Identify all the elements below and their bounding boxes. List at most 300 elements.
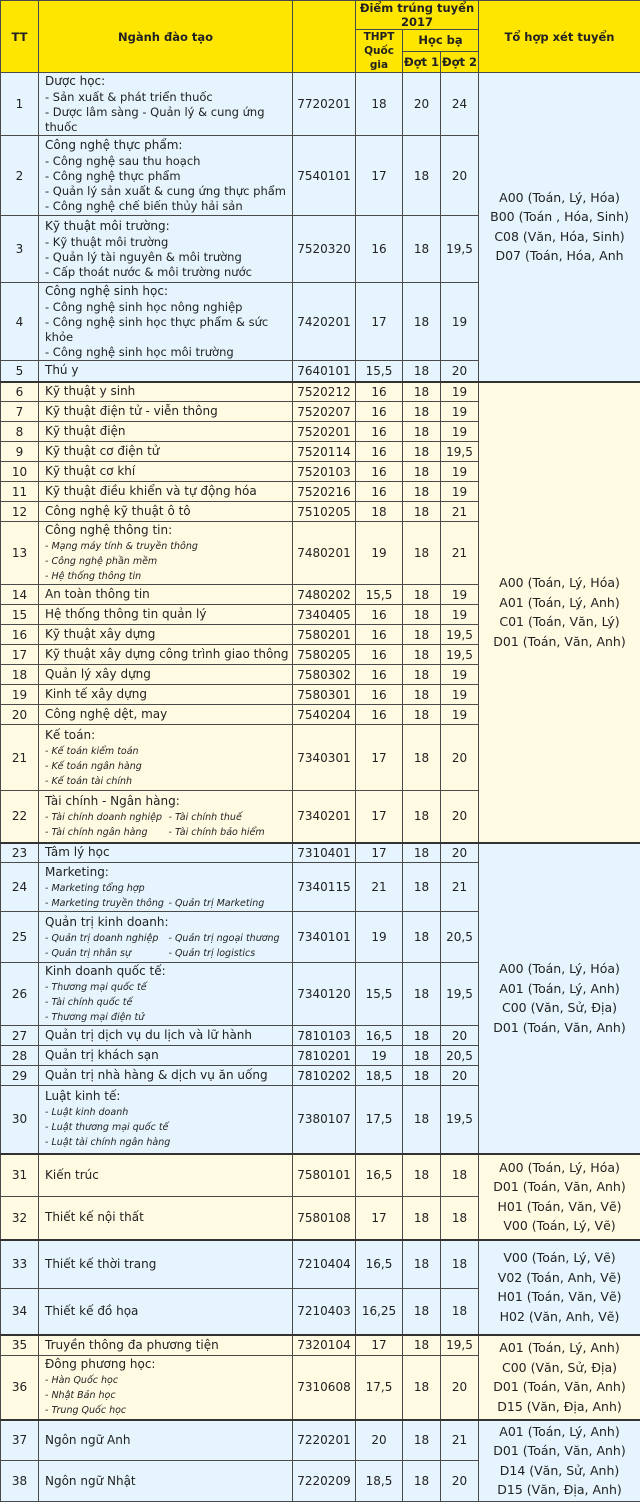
major-sub: - Thương mại quốc tế [45, 980, 292, 995]
major-sub: - Quản lý tài nguyên & môi trường [45, 250, 292, 265]
major-sub: - Quản trị doanh nghiệp [45, 931, 169, 946]
major-sub: - Tài chính thuế [169, 810, 293, 825]
major-sub: - Trung Quốc học [45, 1403, 292, 1418]
score-dot2: 20 [441, 1461, 479, 1502]
major-cell [39, 665, 293, 685]
score-dot1: 18 [403, 1026, 441, 1046]
major-code: 7380107 [293, 1086, 356, 1154]
score-dot2: 20,5 [441, 1046, 479, 1066]
score-dot2: 19 [441, 585, 479, 605]
score-dot1: 18 [403, 665, 441, 685]
major-title: Marketing: [45, 864, 292, 881]
major-code: 7420201 [293, 283, 356, 361]
row-tt: 13 [1, 522, 39, 585]
row-tt: 17 [1, 645, 39, 665]
score-dot1: 18 [403, 1461, 441, 1502]
score-dot2: 19,5 [441, 216, 479, 283]
score-dot2: 21 [441, 522, 479, 585]
score-dot1: 18 [403, 361, 441, 382]
row-tt: 16 [1, 625, 39, 645]
score-dot2: 19,5 [441, 625, 479, 645]
score-dot2: 19,5 [441, 442, 479, 462]
score-thpt: 15,5 [356, 585, 403, 605]
major-code: 7720201 [293, 73, 356, 136]
combo-item: D01 (Toán, Văn, Anh) [479, 632, 640, 652]
major-sub: - Quản trị Marketing [169, 896, 293, 911]
major-title: Hệ thống thông tin quản lý [45, 606, 292, 623]
table-header [1, 1, 640, 73]
major-cell [39, 605, 293, 625]
major-sub-pair [45, 881, 292, 896]
header-thpt: THPT Quốc gia [356, 30, 403, 73]
major-code: 7810202 [293, 1066, 356, 1086]
major-cell [39, 1461, 293, 1502]
score-dot2: 19,5 [441, 963, 479, 1026]
major-sub: - Hàn Quốc học [45, 1373, 292, 1388]
row-tt: 14 [1, 585, 39, 605]
major-sub: - Công nghệ sinh học nông nghiệp [45, 300, 292, 315]
score-dot1: 18 [403, 422, 441, 442]
major-code: 7310401 [293, 843, 356, 863]
score-thpt: 18,5 [356, 1066, 403, 1086]
row-tt: 2 [1, 136, 39, 216]
score-dot2: 19 [441, 283, 479, 361]
major-cell [39, 482, 293, 502]
combo-item: V00 (Toán, Lý, Vẽ) [479, 1216, 640, 1236]
table-row [1, 73, 640, 136]
major-cell [39, 1066, 293, 1086]
row-tt: 3 [1, 216, 39, 283]
score-thpt: 17 [356, 843, 403, 863]
score-dot2: 21 [441, 863, 479, 912]
major-code: 7640101 [293, 361, 356, 382]
score-dot2: 20,5 [441, 912, 479, 963]
major-sub: - Tài chính bảo hiểm [169, 825, 293, 840]
combo-item: A01 (Toán, Lý, Anh) [479, 979, 640, 999]
major-sub: - Quản trị ngoại thương [169, 931, 293, 946]
combo-cell [479, 382, 640, 843]
major-title: Quản trị dịch vụ du lịch và lữ hành [45, 1027, 292, 1044]
row-tt: 24 [1, 863, 39, 912]
major-cell [39, 912, 293, 963]
score-dot1: 18 [403, 1240, 441, 1289]
major-title: Kế toán: [45, 727, 292, 744]
major-cell [39, 216, 293, 283]
score-dot2: 19 [441, 605, 479, 625]
score-dot2: 19 [441, 482, 479, 502]
major-cell [39, 685, 293, 705]
major-sub: - Công nghệ thực phẩm [45, 169, 292, 184]
score-dot2: 20 [441, 725, 479, 791]
major-title: Ngôn ngữ Nhật [45, 1473, 292, 1490]
row-tt: 12 [1, 502, 39, 522]
combo-item: A00 (Toán, Lý, Hóa) [479, 959, 640, 979]
score-dot1: 18 [403, 462, 441, 482]
score-dot2: 19 [441, 705, 479, 725]
score-dot1: 18 [403, 1420, 441, 1461]
major-cell [39, 791, 293, 843]
score-dot1: 18 [403, 482, 441, 502]
combo-item: A00 (Toán, Lý, Hóa) [479, 1158, 640, 1178]
header-tt: TT [1, 1, 39, 73]
combo-item: D07 (Toán, Hóa, Anh [479, 246, 640, 266]
major-title: Thú y [45, 362, 292, 379]
major-cell [39, 843, 293, 863]
score-dot2: 21 [441, 1420, 479, 1461]
major-title: Công nghệ dệt, may [45, 706, 292, 723]
score-dot2: 19,5 [441, 645, 479, 665]
score-dot2: 24 [441, 73, 479, 136]
combo-cell [479, 1420, 640, 1502]
score-dot1: 18 [403, 963, 441, 1026]
major-sub: - Luật thương mại quốc tế [45, 1120, 292, 1135]
major-sub: - Hệ thống thông tin [45, 569, 292, 584]
score-dot2: 20 [441, 361, 479, 382]
score-thpt: 16,25 [356, 1289, 403, 1335]
score-dot1: 18 [403, 1356, 441, 1420]
score-thpt: 19 [356, 1046, 403, 1066]
combo-item: C00 (Văn, Sử, Địa) [479, 998, 640, 1018]
major-sub: - Kỹ thuật môi trường [45, 235, 292, 250]
major-sub: - Mạng máy tính & truyền thông [45, 539, 292, 554]
major-title: Kỹ thuật điều khiển và tự động hóa [45, 483, 292, 500]
major-title: Tâm lý học [45, 844, 292, 861]
score-thpt: 16 [356, 216, 403, 283]
major-title: Kỹ thuật xây dựng [45, 626, 292, 643]
major-sub: - Công nghệ chế biến thủy hải sản [45, 199, 292, 214]
combo-item: A01 (Toán, Lý, Anh) [479, 1422, 640, 1442]
major-sub: - Tài chính quốc tế [45, 995, 292, 1010]
major-code: 7480201 [293, 522, 356, 585]
major-title: Công nghệ thông tin: [45, 522, 292, 539]
major-cell [39, 1086, 293, 1154]
score-thpt: 17 [356, 1197, 403, 1240]
major-code: 7480202 [293, 585, 356, 605]
row-tt: 18 [1, 665, 39, 685]
score-thpt: 15,5 [356, 361, 403, 382]
header-diem: Điểm trúng tuyển 2017 [356, 1, 479, 30]
major-title: Kỹ thuật điện tử - viễn thông [45, 403, 292, 420]
major-sub: - Tài chính doanh nghiệp [45, 810, 169, 825]
score-thpt: 16 [356, 422, 403, 442]
major-sub: - Quản trị nhân sự [45, 946, 169, 961]
score-thpt: 18 [356, 73, 403, 136]
score-dot1: 18 [403, 791, 441, 843]
major-cell [39, 442, 293, 462]
major-cell [39, 1289, 293, 1335]
row-tt: 22 [1, 791, 39, 843]
score-thpt: 17 [356, 725, 403, 791]
major-cell [39, 625, 293, 645]
row-tt: 9 [1, 442, 39, 462]
major-code: 7310608 [293, 1356, 356, 1420]
score-dot1: 18 [403, 585, 441, 605]
major-title: An toàn thông tin [45, 586, 292, 603]
major-code: 7520207 [293, 402, 356, 422]
score-dot1: 18 [403, 1335, 441, 1356]
score-thpt: 20 [356, 1420, 403, 1461]
major-cell [39, 645, 293, 665]
score-dot2: 20 [441, 1026, 479, 1046]
major-sub-pair [45, 946, 292, 961]
major-sub: - Kế toán ngân hàng [45, 759, 292, 774]
score-thpt: 16 [356, 462, 403, 482]
major-title: Quản trị kinh doanh: [45, 914, 292, 931]
major-sub: - Kế toán tài chính [45, 774, 292, 789]
score-dot1: 20 [403, 73, 441, 136]
combo-item: D15 (Văn, Địa, Anh) [479, 1397, 640, 1417]
major-title: Kinh doanh quốc tế: [45, 963, 292, 980]
major-code: 7220209 [293, 1461, 356, 1502]
table-row [1, 1335, 640, 1356]
score-dot1: 18 [403, 1086, 441, 1154]
score-dot1: 18 [403, 522, 441, 585]
combo-item: A00 (Toán, Lý, Hóa) [479, 573, 640, 593]
score-dot1: 18 [403, 725, 441, 791]
major-sub: - Nhật Bản học [45, 1388, 292, 1403]
score-dot1: 18 [403, 382, 441, 402]
score-thpt: 17,5 [356, 1086, 403, 1154]
major-code: 7340201 [293, 791, 356, 843]
major-sub: - Thương mại điện tử [45, 1010, 292, 1025]
major-cell [39, 462, 293, 482]
score-thpt: 16 [356, 482, 403, 502]
row-tt: 38 [1, 1461, 39, 1502]
score-dot2: 19 [441, 402, 479, 422]
major-title: Kỹ thuật cơ khí [45, 463, 292, 480]
major-title: Kinh tế xây dựng [45, 686, 292, 703]
major-title: Tài chính - Ngân hàng: [45, 793, 292, 810]
table-body [1, 73, 640, 1502]
major-cell [39, 863, 293, 912]
combo-item: A01 (Toán, Lý, Anh) [479, 1338, 640, 1358]
major-sub: - Luật tài chính ngân hàng [45, 1135, 292, 1150]
score-dot1: 18 [403, 1046, 441, 1066]
row-tt: 10 [1, 462, 39, 482]
major-sub: - Công nghệ sinh học môi trường [45, 345, 292, 360]
combo-cell [479, 1154, 640, 1240]
score-dot1: 18 [403, 1197, 441, 1240]
table-row [1, 1420, 640, 1461]
major-code: 7340405 [293, 605, 356, 625]
score-thpt: 16 [356, 685, 403, 705]
combo-item: V00 (Toán, Lý, Vẽ) [479, 1248, 640, 1268]
major-sub: - Công nghệ phần mềm [45, 554, 292, 569]
score-thpt: 16,5 [356, 1026, 403, 1046]
score-dot2: 20 [441, 1356, 479, 1420]
score-dot1: 18 [403, 843, 441, 863]
major-sub: - Sản xuất & phát triển thuốc [45, 90, 292, 105]
score-thpt: 16,5 [356, 1240, 403, 1289]
row-tt: 37 [1, 1420, 39, 1461]
major-cell [39, 136, 293, 216]
score-dot2: 18 [441, 1240, 479, 1289]
score-dot1: 18 [403, 442, 441, 462]
score-thpt: 19 [356, 912, 403, 963]
major-cell [39, 1197, 293, 1240]
combo-cell [479, 843, 640, 1154]
major-sub: - Quản lý sản xuất & cung ứng thực phẩm [45, 184, 292, 199]
major-title: Kiến trúc [45, 1167, 292, 1184]
major-sub: - Công nghệ sinh học thực phẩm & sức khỏe [45, 315, 292, 345]
combo-item: D01 (Toán, Văn, Anh) [479, 1377, 640, 1397]
score-thpt: 17 [356, 791, 403, 843]
score-dot1: 18 [403, 1066, 441, 1086]
row-tt: 33 [1, 1240, 39, 1289]
score-thpt: 18,5 [356, 1461, 403, 1502]
combo-item: C08 (Văn, Hóa, Sinh) [479, 227, 640, 247]
row-tt: 25 [1, 912, 39, 963]
row-tt: 4 [1, 283, 39, 361]
major-title: Truyền thông đa phương tiện [45, 1337, 292, 1354]
major-cell [39, 1335, 293, 1356]
major-sub: - Marketing truyền thông [45, 896, 169, 911]
score-dot1: 18 [403, 685, 441, 705]
major-title: Kỹ thuật điện [45, 423, 292, 440]
major-sub [169, 881, 293, 896]
row-tt: 30 [1, 1086, 39, 1154]
major-cell [39, 1154, 293, 1197]
major-code: 7580108 [293, 1197, 356, 1240]
major-code: 7520114 [293, 442, 356, 462]
score-dot2: 19,5 [441, 1335, 479, 1356]
major-cell [39, 1420, 293, 1461]
score-dot2: 19 [441, 685, 479, 705]
major-code: 7580205 [293, 645, 356, 665]
row-tt: 31 [1, 1154, 39, 1197]
major-code: 7510205 [293, 502, 356, 522]
major-title: Công nghệ thực phẩm: [45, 137, 292, 154]
major-title: Công nghệ kỹ thuật ô tô [45, 503, 292, 520]
score-thpt: 16 [356, 402, 403, 422]
score-dot1: 18 [403, 645, 441, 665]
score-thpt: 17 [356, 136, 403, 216]
major-cell [39, 382, 293, 402]
major-sub: - Cấp thoát nước & môi trường nước [45, 265, 292, 280]
score-thpt: 16 [356, 645, 403, 665]
major-sub-pair [45, 810, 292, 825]
major-cell [39, 1356, 293, 1420]
major-title: Kỹ thuật y sinh [45, 383, 292, 400]
row-tt: 15 [1, 605, 39, 625]
row-tt: 8 [1, 422, 39, 442]
combo-item: D01 (Toán, Văn, Anh) [479, 1441, 640, 1461]
major-cell [39, 705, 293, 725]
row-tt: 28 [1, 1046, 39, 1066]
score-dot2: 19 [441, 422, 479, 442]
combo-item: A01 (Toán, Lý, Anh) [479, 593, 640, 613]
row-tt: 1 [1, 73, 39, 136]
score-dot1: 18 [403, 705, 441, 725]
major-code: 7540204 [293, 705, 356, 725]
table-row [1, 382, 640, 402]
header-nganh: Ngành đào tạo [39, 1, 293, 73]
major-code: 7340301 [293, 725, 356, 791]
major-cell [39, 422, 293, 442]
score-dot1: 18 [403, 136, 441, 216]
combo-item: H01 (Toán, Văn, Vẽ) [479, 1197, 640, 1217]
score-dot2: 19 [441, 382, 479, 402]
score-dot2: 19 [441, 462, 479, 482]
major-code: 7580301 [293, 685, 356, 705]
row-tt: 26 [1, 963, 39, 1026]
score-dot1: 18 [403, 863, 441, 912]
score-thpt: 16,5 [356, 1154, 403, 1197]
major-cell [39, 522, 293, 585]
major-title: Kỹ thuật cơ điện tử [45, 443, 292, 460]
score-dot2: 20 [441, 136, 479, 216]
combo-item: D14 (Văn, Sử, Anh) [479, 1461, 640, 1481]
major-title: Kỹ thuật xây dựng công trình giao thông [45, 646, 292, 663]
score-thpt: 18 [356, 502, 403, 522]
major-code: 7580201 [293, 625, 356, 645]
major-cell [39, 73, 293, 136]
major-sub: - Dược lâm sàng - Quản lý & cung ứng thuốc [45, 105, 292, 135]
combo-item: A00 (Toán, Lý, Hóa) [479, 188, 640, 208]
row-tt: 23 [1, 843, 39, 863]
score-dot1: 18 [403, 283, 441, 361]
score-dot2: 19 [441, 665, 479, 685]
major-code: 7810103 [293, 1026, 356, 1046]
major-title: Công nghệ sinh học: [45, 283, 292, 300]
score-dot1: 18 [403, 502, 441, 522]
major-code: 7210403 [293, 1289, 356, 1335]
major-code: 7540101 [293, 136, 356, 216]
major-cell [39, 502, 293, 522]
score-dot1: 18 [403, 912, 441, 963]
major-title: Thiết kế thời trang [45, 1256, 292, 1273]
score-thpt: 19 [356, 522, 403, 585]
major-code: 7580101 [293, 1154, 356, 1197]
header-tohop: Tổ hợp xét tuyển [479, 1, 640, 73]
major-code: 7520103 [293, 462, 356, 482]
combo-item: D01 (Toán, Văn, Anh) [479, 1177, 640, 1197]
row-tt: 21 [1, 725, 39, 791]
combo-item: V02 (Toán, Anh, Vẽ) [479, 1268, 640, 1288]
score-dot2: 20 [441, 791, 479, 843]
combo-item: H01 (Toán, Văn, Vẽ) [479, 1287, 640, 1307]
header-dot2: Đợt 2 [441, 51, 479, 73]
major-cell [39, 402, 293, 422]
row-tt: 29 [1, 1066, 39, 1086]
major-title: Thiết kế đồ họa [45, 1303, 292, 1320]
major-cell [39, 1026, 293, 1046]
major-code: 7220201 [293, 1420, 356, 1461]
combo-item: B00 (Toán , Hóa, Sinh) [479, 207, 640, 227]
major-code: 7520216 [293, 482, 356, 502]
row-tt: 20 [1, 705, 39, 725]
row-tt: 19 [1, 685, 39, 705]
major-title: Thiết kế nội thất [45, 1209, 292, 1226]
combo-cell [479, 1240, 640, 1335]
score-dot1: 18 [403, 1154, 441, 1197]
major-code: 7520320 [293, 216, 356, 283]
combo-item: H02 (Văn, Anh, Vẽ) [479, 1307, 640, 1327]
table-row [1, 843, 640, 863]
row-tt: 7 [1, 402, 39, 422]
major-code: 7520212 [293, 382, 356, 402]
score-dot2: 20 [441, 843, 479, 863]
major-cell [39, 585, 293, 605]
major-cell [39, 1046, 293, 1066]
row-tt: 11 [1, 482, 39, 502]
score-dot2: 18 [441, 1154, 479, 1197]
score-dot2: 18 [441, 1289, 479, 1335]
row-tt: 34 [1, 1289, 39, 1335]
major-title: Luật kinh tế: [45, 1088, 292, 1105]
major-code: 7320104 [293, 1335, 356, 1356]
major-title: Kỹ thuật môi trường: [45, 218, 292, 235]
